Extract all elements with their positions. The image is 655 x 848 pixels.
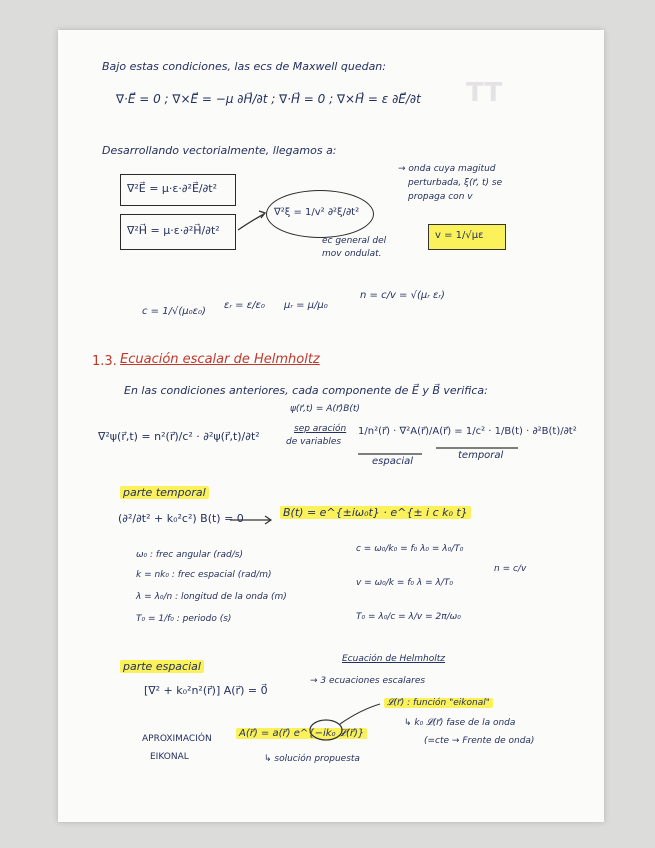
solucion-note: ↳ solución propuesta bbox=[264, 754, 360, 764]
n-relation: n = c/v bbox=[494, 564, 527, 574]
wave-note-2: perturbada, ξ(r⃗, t) se bbox=[408, 178, 503, 188]
spatial-equation: [∇² + k₀²n²(r⃗)] A(r⃗) = 0⃗ bbox=[144, 684, 268, 697]
n-definition: n = c/v = √(μᵣ εᵣ) bbox=[360, 290, 445, 301]
section-title: Ecuación escalar de Helmholtz bbox=[120, 352, 320, 367]
oval-equation: ∇²ξ = 1/v² ∂²ξ/∂t² bbox=[274, 207, 360, 218]
lambda-definition: λ = λ₀/n : longitud de la onda (m) bbox=[136, 592, 287, 602]
v-box-text: v = 1/√με bbox=[435, 230, 484, 241]
bleed-through-mark: TT bbox=[466, 78, 503, 108]
box-h-equation bbox=[120, 214, 236, 250]
k-definition: k = nk₀ : frec espacial (rad/m) bbox=[136, 570, 272, 580]
c-relation: c = ω₀/k₀ = f₀ λ₀ = λ₀/T₀ bbox=[356, 544, 464, 554]
parte-espacial-heading bbox=[120, 660, 204, 673]
eikonal-equation bbox=[236, 728, 367, 739]
parte-temporal-text: parte temporal bbox=[120, 486, 209, 499]
mur-definition: μᵣ = μ/μ₀ bbox=[284, 300, 328, 311]
v-relation: v = ω₀/k = f₀ λ = λ/T₀ bbox=[356, 578, 453, 588]
v-box bbox=[428, 224, 506, 250]
maxwell-equations: ∇·E⃗ = 0 ; ∇×E⃗ = −μ ∂H⃗/∂t ; ∇·H⃗ = 0 ; ∇×H⃗ = ε ∂E⃗/∂t bbox=[116, 92, 421, 106]
helmholtz-label: Ecuación de Helmholtz bbox=[342, 654, 446, 664]
T-relation: T₀ = λ₀/c = λ/v = 2π/ω₀ bbox=[356, 612, 461, 622]
box-h-text: ∇²H⃗ = μ·ε·∂²H⃗/∂t² bbox=[127, 224, 220, 237]
separation-label-2: de variables bbox=[286, 437, 342, 447]
arrow-to-oval-head bbox=[259, 211, 265, 218]
eikonal-label: EIKONAL bbox=[150, 752, 189, 762]
section-number: 1.3. bbox=[92, 354, 117, 369]
general-wave-oval bbox=[266, 190, 374, 238]
temporal-arrow-head bbox=[265, 516, 271, 524]
components-line: En las condiciones anteriores, cada componente de E⃗ y B⃗ verifica: bbox=[124, 384, 488, 397]
eikonal-function bbox=[384, 698, 493, 708]
frente-note: (=cte → Frente de onda) bbox=[424, 736, 535, 746]
c-definition: c = 1/√(μ₀ε₀) bbox=[142, 306, 206, 317]
separation-top: ψ(r⃗,t) = A(r⃗)B(t) bbox=[290, 404, 360, 414]
temporal-equation: (∂²/∂t² + k₀²c²) B(t) = 0 bbox=[118, 512, 244, 525]
T-definition: T₀ = 1/f₀ : periodo (s) bbox=[136, 614, 232, 624]
er-definition: εᵣ = ε/ε₀ bbox=[224, 300, 265, 311]
temporal-solution bbox=[280, 506, 471, 519]
box-e-text: ∇²E⃗ = μ·ε·∂²E⃗/∂t² bbox=[127, 182, 218, 195]
espacial-label: espacial bbox=[372, 456, 414, 467]
helmholtz-main: ∇²ψ(r⃗,t) = n²(r⃗)/c² · ∂²ψ(r⃗,t)/∂t² bbox=[98, 430, 260, 443]
parte-temporal-heading bbox=[120, 486, 209, 499]
box-e-equation bbox=[120, 174, 236, 206]
separation-label-1: sep aración bbox=[294, 424, 347, 434]
eikonal-pointer bbox=[340, 704, 380, 724]
separation-result: 1/n²(r⃗) · ∇²A(r⃗)/A(r⃗) = 1/c² · 1/B(t) · ∂²B(t)/∂t² bbox=[358, 426, 577, 437]
notebook-page bbox=[58, 30, 604, 822]
temporal-label: temporal bbox=[458, 450, 504, 461]
oval-note-2: mov ondulat. bbox=[322, 249, 382, 259]
wave-note-3: propaga con v bbox=[408, 192, 473, 202]
aproximacion-label: APROXIMACIÓN bbox=[142, 734, 212, 744]
development-line: Desarrollando vectorialmente, llegamos a: bbox=[102, 144, 337, 157]
parte-espacial-text: parte espacial bbox=[120, 660, 204, 673]
eikonal-equation-text: A(r⃗) = a(r⃗) e^{−ik₀ 𝓛(r⃗)} bbox=[236, 728, 367, 739]
intro-line: Bajo estas condiciones, las ecs de Maxwell quedan: bbox=[102, 60, 386, 73]
arrow-to-oval bbox=[238, 214, 264, 230]
w0-definition: ω₀ : frec angular (rad/s) bbox=[136, 550, 243, 560]
oval-note-1: ec general del bbox=[322, 236, 387, 246]
escalares-note: → 3 ecuaciones escalares bbox=[310, 676, 426, 686]
eikonal-function-text: 𝓛(r⃗) : función "eikonal" bbox=[384, 698, 493, 708]
temporal-solution-text: B(t) = e^{±iω₀t} · e^{± i c k₀ t} bbox=[280, 506, 471, 519]
fase-note: ↳ k₀ 𝓛(r⃗) fase de la onda bbox=[404, 718, 516, 728]
wave-note-1: → onda cuya magitud bbox=[398, 164, 496, 174]
